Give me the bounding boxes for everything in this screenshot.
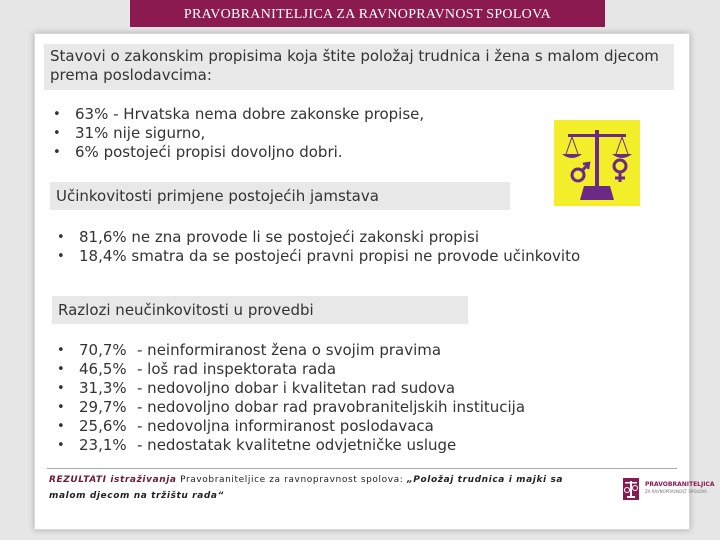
reasons-list <box>57 341 525 455</box>
section-title-effectiveness: Učinkovitosti primjene postojećih jamstava <box>50 182 510 210</box>
ombudsperson-logo-icon <box>619 476 643 502</box>
content-card <box>34 33 715 530</box>
list-item: • 31% nije sigurno, <box>53 124 206 142</box>
list-item: • 63% - Hrvatska nema dobre zakonske propise, <box>53 105 425 123</box>
list-item: • 70,7% - neinformiranost žena o svojim pravima <box>57 341 442 359</box>
header-title: PRAVOBRANITELJICA ZA RAVNOPRAVNOST SPOLOVA <box>130 0 605 27</box>
intro-text: Stavovi o zakonskim propisima koja štite položaj trudnica i žena s malom djecom prema poslodavcima: <box>44 44 674 90</box>
list-item: • 81,6% ne zna provode li se postojeći zakonski propisi <box>57 228 479 246</box>
opinion-list <box>53 105 424 162</box>
list-item: • 23,1% - nedostatak kvalitetne odvjetničke usluge <box>57 436 457 454</box>
list-item: • 29,7% - nedovoljno dobar rad pravobraniteljskih institucija <box>57 398 526 416</box>
section-title-reasons: Razlozi neučinkovitosti u provedbi <box>52 296 468 324</box>
list-item: • 31,3% - nedovoljno dobar i kvalitetan rad sudova <box>57 379 456 397</box>
logo-name: PRAVOBRANITELJICA <box>645 481 715 488</box>
footer-citation: REZULTATI istraživanja Pravobraniteljice za ravnopravnost spolova: „Položaj trudnica i majki sa malom djecom na tržištu rada“ <box>49 475 564 501</box>
list-item: • 18,4% smatra da se postojeći pravni propisi ne provode učinkovito <box>57 247 581 265</box>
list-item: • 46,5% - loš rad inspektorata rada <box>57 360 337 378</box>
effectiveness-list <box>57 228 580 266</box>
list-item: • 25,6% - nedovoljna informiranost poslodavaca <box>57 417 434 435</box>
logo-subtitle: ZA RAVNOPRAVNOST SPOLOVA <box>645 489 707 494</box>
list-item: • 6% postojeći propisi dovoljno dobri. <box>53 143 343 161</box>
footer-divider <box>47 468 677 469</box>
scales-gender-logo <box>554 120 640 206</box>
